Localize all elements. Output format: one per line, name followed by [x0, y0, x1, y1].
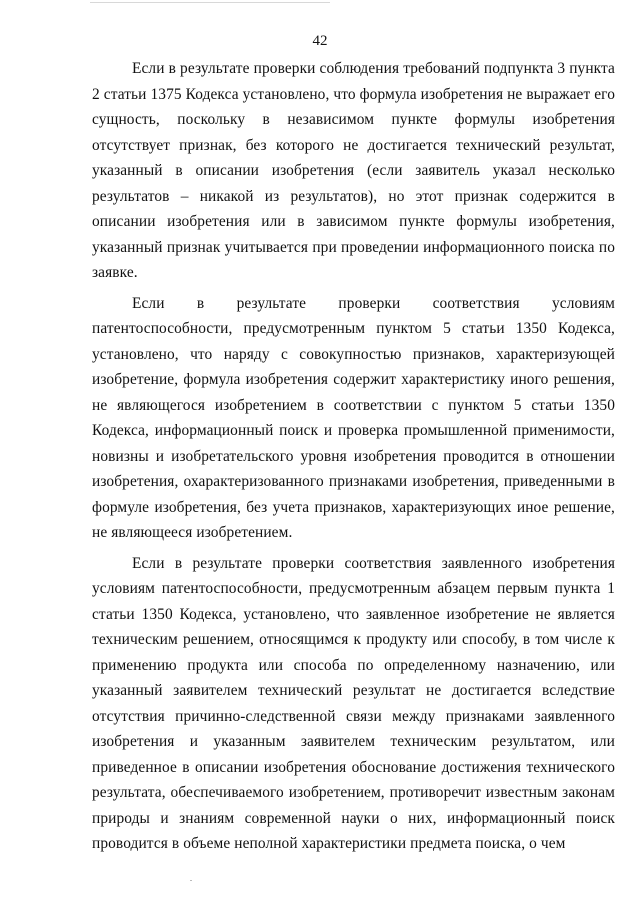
scan-artifact-line	[90, 2, 330, 3]
scan-artifact-dot	[190, 880, 192, 881]
paragraph-3: Если в результате проверки соответствия заявленного изобретения условиям патентоспособности, предусмотренным абзацем первым пункта 1 статьи 1350 Кодекса, установлено, что заявленное изобретение не является техническим решением, относящимся к продукту или способу, в том числе к применению продукта или способа по определенному назначению, или указанный заявителем технический результат не достигается вследствие отсутствия причинно-следственной связи между признаками заявленного изобретения и указанным заявителем техническим результатом, или приведенное в описании изобретения обоснование достижения технического результата, обеспечиваемого изобретением, противоречит известным законам природы и знаниям современной науки о них, информационный поиск проводится в объеме неполной характеристики предмета поиска, о чем	[92, 554, 615, 852]
paragraph-1: Если в результате проверки соблюдения требований подпункта 3 пункта 2 статьи 1375 Кодекса установлено, что формула изобретения не выражает его сущность, поскольку в независимом пункте формулы изобретения отсутствует признак, без которого не достигается технический результат, указанный в описании изобретения (если заявитель указал несколько результатов – никакой из результатов), но этот признак содержится в описании изобретения или в зависимом пункте формулы изобретения, указанный признак учитывается при проведении информационного поиска по заявке.	[92, 60, 615, 281]
page-body	[92, 56, 615, 862]
paragraph-2: Если в результате проверки соответствия условиям патентоспособности, предусмотренным пунктом 5 статьи 1350 Кодекса, установлено, что наряду с совокупностью признаков, характеризующей изобретение, формула изобретения содержит характеристику иного решения, не являющегося изобретением в соответствии с пунктом 5 статьи 1350 Кодекса, информационный поиск и проверка промышленной применимости, новизны и изобретательского уровня изобретения проводится в отношении изобретения, охарактеризованного признаками изобретения, приведенными в формуле изобретения, без учета признаков, характеризующих иное решение, не являющееся изобретением.	[92, 294, 615, 541]
page-number: 42	[312, 33, 328, 49]
